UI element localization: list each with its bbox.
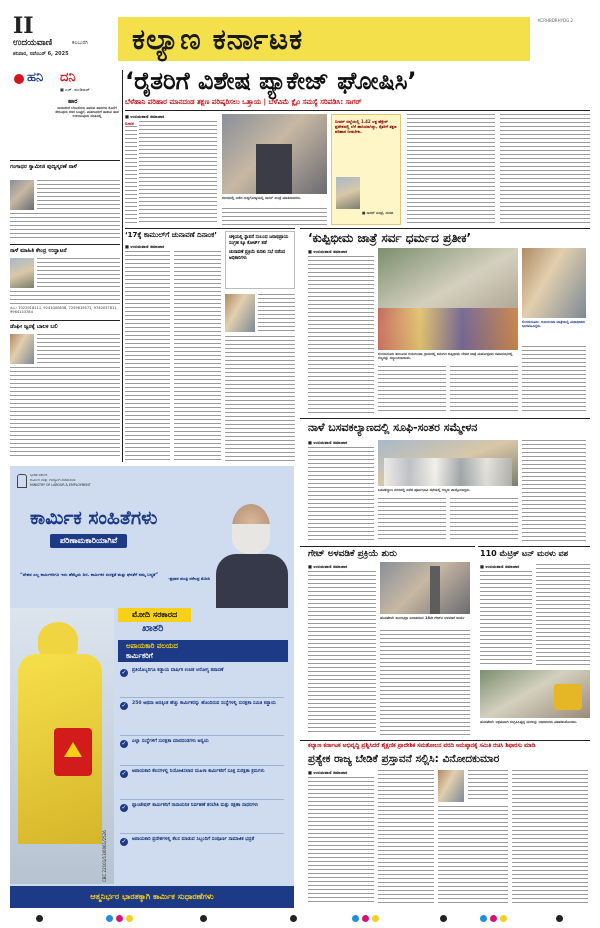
lead-headline: ‘ರೈತರಿಗೆ ವಿಶೇಷ ಪ್ಯಾಕೇಜ್ ಘೋಷಿಸಿ’ (125, 67, 417, 95)
benefit-text: ಪ್ರತಿಯೊಬ್ಬರಿಗೂ ಕಡ್ಡಾಯ ವಾರ್ಷಿಕ ಉಚಿತ ಆರೋಗ್ಯ ತಪಾಸಣೆ (132, 668, 224, 673)
divider (10, 320, 120, 321)
byline: ■ ಉದಯವಾಣಿ ಸಮಾಚಾರ (308, 564, 348, 569)
byline: ■ ಉದಯವಾಣಿ ಸಮಾಚಾರ (125, 244, 165, 249)
benefit-panel (108, 608, 294, 884)
story-body (308, 447, 374, 541)
crowd-shape (378, 308, 518, 350)
check-icon: ✓ (121, 804, 127, 811)
story-body (174, 251, 221, 461)
story-body (125, 126, 137, 225)
story-body (378, 498, 446, 541)
side-caption: ಲಿಂಗಸುಗೂರು: ಗುರುಗುಂಟಾ ಜಾತ್ರೆಯಲ್ಲಿ ಮಠಾಧೀಶರು ಭಾಗವಹಿಸಿದ್ದರು. (522, 320, 586, 329)
sand-story (478, 546, 590, 738)
registration-mark-icon (106, 915, 113, 922)
pm-body (216, 554, 288, 608)
divider (300, 740, 590, 741)
byline: ■ ಉದಯವಾಣಿ ಸಮಾಚಾರ (308, 770, 348, 775)
lead-photo (222, 114, 327, 194)
portrait-photo (438, 770, 464, 802)
story-body (378, 770, 434, 905)
registration-mark-icon (440, 915, 447, 922)
pm-portrait (210, 496, 294, 608)
labour-ad (10, 466, 294, 908)
paper-name: ಉದಯವಾಣಿ (13, 38, 53, 48)
story-body (308, 256, 374, 414)
brand-credit: ■ ಎಚ್. ಡುಂಡಿರಾಜ್ (60, 87, 90, 92)
poem-text: ನಾಯಕರಿಗೆ ಬೆಂಬಲಿಗರು ಹಾಕುವ ಹಾರಗಳು ಕೊನೆಗೆ ಸೇರುವುದು ಕಸದ ಬುಟ್ಟಿಗೆ, ಮತದಾರರಿಗೆ ಹಾಕುವ ಹಾರ ಉಳಿಯುವುದು ನೆನಪಿನಲ್ಲಿ (55, 106, 119, 119)
bullet-point: ಚುನಾವಣೆ ಪ್ರಕ್ರಿಯೆ ಕುರಿತು ಸಭೆ ನಡೆಸಿದ ಅಧಿಕಾರಿಗಳು (229, 250, 286, 261)
podium-shape (256, 144, 292, 194)
story-body (10, 213, 120, 241)
list-item (120, 668, 284, 698)
ad-quote-author: -ಪ್ರಧಾನ ಮಂತ್ರಿ ನರೇಂದ್ರ ಮೋದಿ (168, 576, 210, 582)
quote-box (331, 114, 401, 225)
ministry-line: ಭಾರತ ಸರ್ಕಾರ (30, 473, 48, 477)
seizure-photo (480, 670, 590, 718)
byline: ■ ಉದಯವಾಣಿ ಸಮಾಚಾರ (308, 249, 348, 254)
story-body (468, 770, 508, 802)
portrait-photo (10, 180, 34, 210)
story-body (380, 630, 470, 735)
brand-part-a: ಹನಿ (27, 70, 44, 85)
story-heading: 110 ಮೆಟ್ರಿಕ್ ಟನ್ ಮರಳು ವಶ (480, 549, 569, 558)
story-body (378, 366, 446, 414)
benefit-text: 250 ಅಥವಾ ಅದಕ್ಕಿಂತ ಹೆಚ್ಚು ಕಾರ್ಮಿಕರನ್ನು ಹೊಂದಿರುವ ಸಂಸ್ಥೆಗಳಲ್ಲಿ ಸುರಕ್ಷತಾ ಸಮಿತಿ ಕಡ್ಡಾಯ (132, 701, 276, 706)
registration-mark-icon (362, 915, 369, 922)
story-body (512, 770, 588, 905)
column-divider (122, 70, 123, 462)
story-17 (125, 228, 295, 464)
divider (478, 546, 590, 547)
list-item (120, 698, 284, 736)
story-body (258, 294, 295, 332)
event-photo (378, 248, 518, 350)
gate-shape (430, 566, 440, 614)
list-item (120, 766, 284, 800)
divider (125, 228, 295, 229)
story-body (308, 777, 374, 905)
phone-numbers: ಮೊ.: 7022918111, 9241000638, 7259619571, 9740037811, 9964133784 (10, 306, 118, 315)
story-body (500, 114, 590, 225)
portrait-photo (336, 177, 360, 209)
ad-code: CBC 22101/13/0061/2526 (102, 830, 107, 882)
divider (300, 546, 475, 547)
check-icon: ✓ (121, 838, 127, 845)
masthead (10, 14, 590, 64)
gate-story (300, 546, 475, 738)
registration-mark-icon (490, 915, 497, 922)
ad-title: ಕಾರ್ಮಿಕ ಸಂಹಿತೆಗಳು (30, 507, 158, 529)
registration-mark-icon (556, 915, 563, 922)
ministry-line: MINISTRY OF LABOUR & EMPLOYMENT (30, 483, 91, 487)
story-body (125, 251, 170, 461)
registration-mark-icon (480, 915, 487, 922)
portrait-photo (225, 294, 255, 332)
page-number: II (13, 13, 34, 39)
divider (300, 418, 590, 419)
story-heading: ಡೆಂಘೀ ಜ್ವರಕ್ಕೆ ಬಾಲಕ ಬಲಿ (10, 324, 58, 330)
byline: ■ ಉದಯವಾಣಿ ಸಮಾಚಾರ (308, 440, 348, 445)
portrait-photo (10, 334, 34, 364)
page-code: KCRHBDRHYDG 2 (538, 18, 574, 23)
divider (125, 110, 590, 111)
check-icon: ✓ (121, 770, 127, 777)
sidebar (10, 66, 120, 462)
photo-caption: ಬೀದರನಲ್ಲಿ ನಡೆದ ಸುದ್ದಿಗೋಷ್ಠಿಯಲ್ಲಿ ಸಾಗರ್ ಖಂಡ್ರೆ ಮಾತನಾಡಿದರು. (222, 196, 302, 200)
brand-dot-icon (14, 74, 24, 84)
benefit-text: ಅಪಾಯಕಾರಿ ಪ್ರದೇಶಗಳಲ್ಲಿ ಕೆಲಸ ಮಾಡುವ ಸಿಬ್ಬಂದಿಗೆ ಸಂಪೂರ್ಣ ಸಾಮಾಜಿಕ ಭದ್ರತೆ (132, 837, 255, 842)
registration-mark-icon (290, 915, 297, 922)
story-body (536, 564, 590, 667)
registration-mark-icon (352, 915, 359, 922)
story-body (450, 498, 518, 541)
poem-title: ಹಾರ (68, 98, 78, 105)
story-body (37, 180, 120, 210)
quote-text: ಬೀದರ್ ಜಿಲ್ಲೆಯಲ್ಲಿ 1.42 ಲಕ್ಷ ಹೆಕ್ಟೇರ್ ಪ್ರದೇಶದಲ್ಲಿ ಬೆಳೆ ಹಾನಿಯಾಗಿದ್ದು, ರೈತರಿಗೆ ತಕ್ಷಣ ಪರಿಹಾರ ನೀಡಬೇಕು. (335, 119, 397, 134)
divider (10, 244, 120, 245)
registration-mark-icon (116, 915, 123, 922)
side-photo (522, 248, 586, 318)
dateline: ಶನಿವಾರ, ನವೆಂಬರ್ 6, 2025 (13, 51, 69, 57)
story-heading: ನಾಳೆ ಬಸವಕಲ್ಯಾಣದಲ್ಲಿ ಸೂಫಿ-ಸಂತರ ಸಮ್ಮೇಳನ (308, 421, 478, 434)
story-body (139, 121, 217, 225)
story-heading: ಗೇಟ್ ಅಳವಡಿಕೆ ಪ್ರಕ್ರಿಯೆ ಶುರು (308, 549, 397, 559)
excavator-shape (554, 684, 582, 710)
group-shape (384, 458, 512, 486)
panel-sub2: ಕಾರ್ಮಿಕರಿಗೆ (126, 652, 153, 660)
benefit-text: ಪ್ಲಾಂಟೇಷನ್ ಕಾರ್ಮಿಕರಿಗೆ ರಾಸಾಯನಿಕ ನಿರ್ವಹಣೆ ತರಬೇತಿ ಮತ್ತು ರಕ್ಷಣಾ ಸಾಧನಗಳು (132, 803, 259, 808)
registration-mark-icon (200, 915, 207, 922)
ad-subtitle: ಪರಿಣಾಮಕಾರಿಯಾಗಿವೆ (50, 534, 127, 548)
photo-label: ಹೊಸಪೇಟೆ: ತುಂಗಭದ್ರಾ ಜಲಾಶಯದ 18ನೇ ಗೇಟ್‌ನ ಅಳವಡಿಕೆ ಕಾರ್ಯ (380, 616, 465, 620)
photo-caption: ಬಸವಕಲ್ಯಾಣ ನಗರದಲ್ಲಿ ನಡೆದ ಪೂರ್ವಭಾವಿ ಸಭೆಯಲ್ಲಿ ಗಣ್ಯರು ಪಾಲ್ಗೊಂಡಿದ್ದರು. (378, 488, 471, 492)
registration-strip (0, 912, 600, 926)
divider (300, 228, 590, 229)
portrait-photo (10, 258, 34, 288)
dam-photo (380, 562, 470, 614)
ad-quote: “ದೇಶದ ಎಲ್ಲ ಕಾರ್ಮಿಕರಿಗೂ ಇದು ಹೆಮ್ಮೆಯ ದಿನ. ಕಾರ್ಮಿಕರ ಸುರಕ್ಷತೆ ಮತ್ತು ಘನತೆಗೆ ನಮ್ಮ ಬದ್ಧತೆ” (20, 572, 159, 577)
byline: ■ ಉದಯವಾಣಿ ಸಮಾಚಾರ (480, 564, 520, 569)
worker-image (10, 608, 114, 884)
divider (10, 160, 120, 161)
story-heading: ‘ಕುಪ್ಪಿಭೀಮ ಜಾತ್ರೆ ಸರ್ವ ಧರ್ಮದ ಪ್ರತೀಕ’ (308, 231, 472, 245)
photo-caption: ಹೊಸಪೇಟೆ: ಅಕ್ರಮವಾಗಿ ಸಂಗ್ರಹಿಸಿಟ್ಟಿದ್ದ ಮರಳನ್ನು ಅಧಿಕಾರಿಗಳು ವಶಪಡಿಸಿಕೊಂಡರು. (480, 720, 578, 724)
pm-hair (232, 524, 270, 554)
lead-story (125, 66, 590, 226)
brand-part-b: ದನಿ (60, 70, 76, 85)
story-heading: ನಾಳೆ ಮಾಹಿತಿ ಕೇಂದ್ರ ಉದ್ಘಾಟನೆ (10, 248, 67, 254)
registration-mark-icon (36, 915, 43, 922)
byline: ■ ಉದಯವಾಣಿ ಸಮಾಚಾರ (125, 114, 165, 119)
registration-mark-icon (500, 915, 507, 922)
story-body (10, 367, 120, 459)
story-body (222, 208, 327, 225)
story-kicker: ಕಲ್ಯಾಣ ಕರ್ನಾಟಕ ಅಭಿವೃದ್ಧಿ ಪ್ರಶ್ನಿಸಿದರೆ ಶೈಕ್ಷಣಿಕ ಪ್ರಾದೇಶಿಕ ಸಮತೋಲನ ವರದಿ ಅನುಷ್ಠಾನಕ್ಕೆ ಸಮಿತಿ ರಚಿಸಿ ಶಿಫಾರಸು ಮಾಡಿ (308, 743, 536, 749)
quote-author: ■ ಸಾಗರ್ ಖಂಡ್ರೆ, ಸಂಸದ (362, 211, 394, 215)
story-body (308, 571, 376, 735)
quote-strip (20, 572, 210, 596)
place-name: ಬೀದರ (125, 121, 134, 126)
story-body (522, 346, 586, 414)
story-heading: ‘17ಕ್ಕೆ ಕಾಮುಲ್‌ಗೆ ಚುನಾವಣೆ ದಿನಾಂಕ’ (125, 231, 217, 239)
story-heading: ಗಂಗಾಧರ ಸ್ವಾಮೀಜಿ ಪುಣ್ಯಸ್ಮರಣೆ ನಾಳೆ (10, 164, 77, 170)
event-photo (378, 440, 518, 486)
edition: ಕಲಬುರಗಿ (72, 40, 88, 46)
ministry-line: ಕಾರ್ಮಿಕ ಮತ್ತು ಉದ್ಯೋಗ ಸಚಿವಾಲಯ (30, 478, 76, 482)
registration-mark-icon (126, 915, 133, 922)
story-body (37, 258, 120, 288)
bullet-point: ಚಳ್ಳಿಯಲ್ಲಿ ಸ್ಥಾಪನೆ ಸಂಬಂಧ ಜನಾಭಿಪ್ರಾಯ ಸಂಗ್ರಹ ಕ್ಕೂ ಕೋರ್ಟ್ ತಡೆ (229, 235, 289, 246)
story-body (522, 440, 586, 541)
story-body (480, 571, 532, 667)
lead-strap: ಬೆಳೆಹಾನಿ ಪರಿಹಾರ ಮಾನದಂಡ ತಕ್ಷಣ ಪರಿಷ್ಕರಿಸಲು ಒತ್ತಾಯ | ಬೆಳೆವಿಮೆ ಕ್ಲೈಂ ಸಮಸ್ಯೆ ಸರಿಪಡಿಸಿ: ಸಾಗರ್ (125, 98, 362, 106)
hanidani-logo (10, 68, 120, 92)
hazard-icon (64, 742, 82, 757)
panel-head2: ಖಾತರಿ (142, 623, 164, 634)
story-heading: ಪ್ರತ್ಯೇಕ ರಾಜ್ಯ ಬೇಡಿಕೆ ಪ್ರಸ್ತಾವನೆ ಸಲ್ಲಿಸಿ: ವಿನೋದಕುಮಾರ (308, 753, 500, 765)
ad-footer: ಆತ್ಮನಿರ್ಭರ ಭಾರತಕ್ಕಾಗಿ ಕಾರ್ಮಿಕ ಸುಧಾರಣೆಗಳು (10, 886, 294, 908)
kk-state-story (300, 740, 590, 908)
list-item (120, 834, 284, 868)
check-icon: ✓ (121, 669, 127, 676)
helmet-shape (38, 622, 78, 658)
registration-mark-icon (372, 915, 379, 922)
photo-caption: ಲಿಂಗಸುಗೂರು ತಾಲೂಕಿನ ಗುರುಗುಂಟಾ ಗ್ರಾಮದಲ್ಲಿ ಜರುಗಿದ ಕುಪ್ಪಿಭೀಮ ದೇವರ ಜಾತ್ರೆ ಮಹೋತ್ಸವದ ಸಮಾರಂಭದಲ್ಲಿ ಗಣ್ಯರನ್ನು ಸನ್ಮಾನಿಸಲಾಯಿತು. (378, 352, 513, 361)
story-body (10, 291, 120, 304)
benefit-text: ಅಪಾಯಕಾರಿ ಕೆಲಸಗಳಲ್ಲಿ ನಿಯೋಜಿಸಲಾದ ಮಹಿಳಾ ಕಾರ್ಮಿಕರಿಗೆ ಸೂಕ್ತ ಸುರಕ್ಷತಾ ಕ್ರಮಗಳು (132, 769, 265, 774)
benefit-list (120, 668, 284, 868)
panel-sub1: ಅಪಾಯಕಾರಿ ವಲಯದ (126, 642, 178, 650)
benefit-text: ಎಲ್ಲಾ ಸಂಸ್ಥೆಗಳಿಗೆ ಸುರಕ್ಷತಾ ಮಾನದಂಡಗಳು ಅನ್ವಯ (132, 739, 209, 744)
check-icon: ✓ (121, 702, 127, 709)
story-body (450, 366, 518, 414)
bullet-box (225, 231, 295, 289)
story-body (407, 114, 495, 225)
sufi-story (300, 418, 590, 544)
section-title: ಕಲ್ಯಾಣ ಕರ್ನಾಟಕ (132, 22, 304, 56)
panel-head1: ಮೋದಿ ಸರಕಾರದ (118, 608, 191, 622)
story-body (438, 806, 508, 905)
story-body (37, 334, 120, 364)
emblem-icon (17, 474, 27, 488)
story-body (225, 336, 295, 461)
list-item (120, 736, 284, 766)
kuppibhima-story (300, 228, 590, 418)
check-icon: ✓ (121, 740, 127, 747)
list-item (120, 800, 284, 834)
